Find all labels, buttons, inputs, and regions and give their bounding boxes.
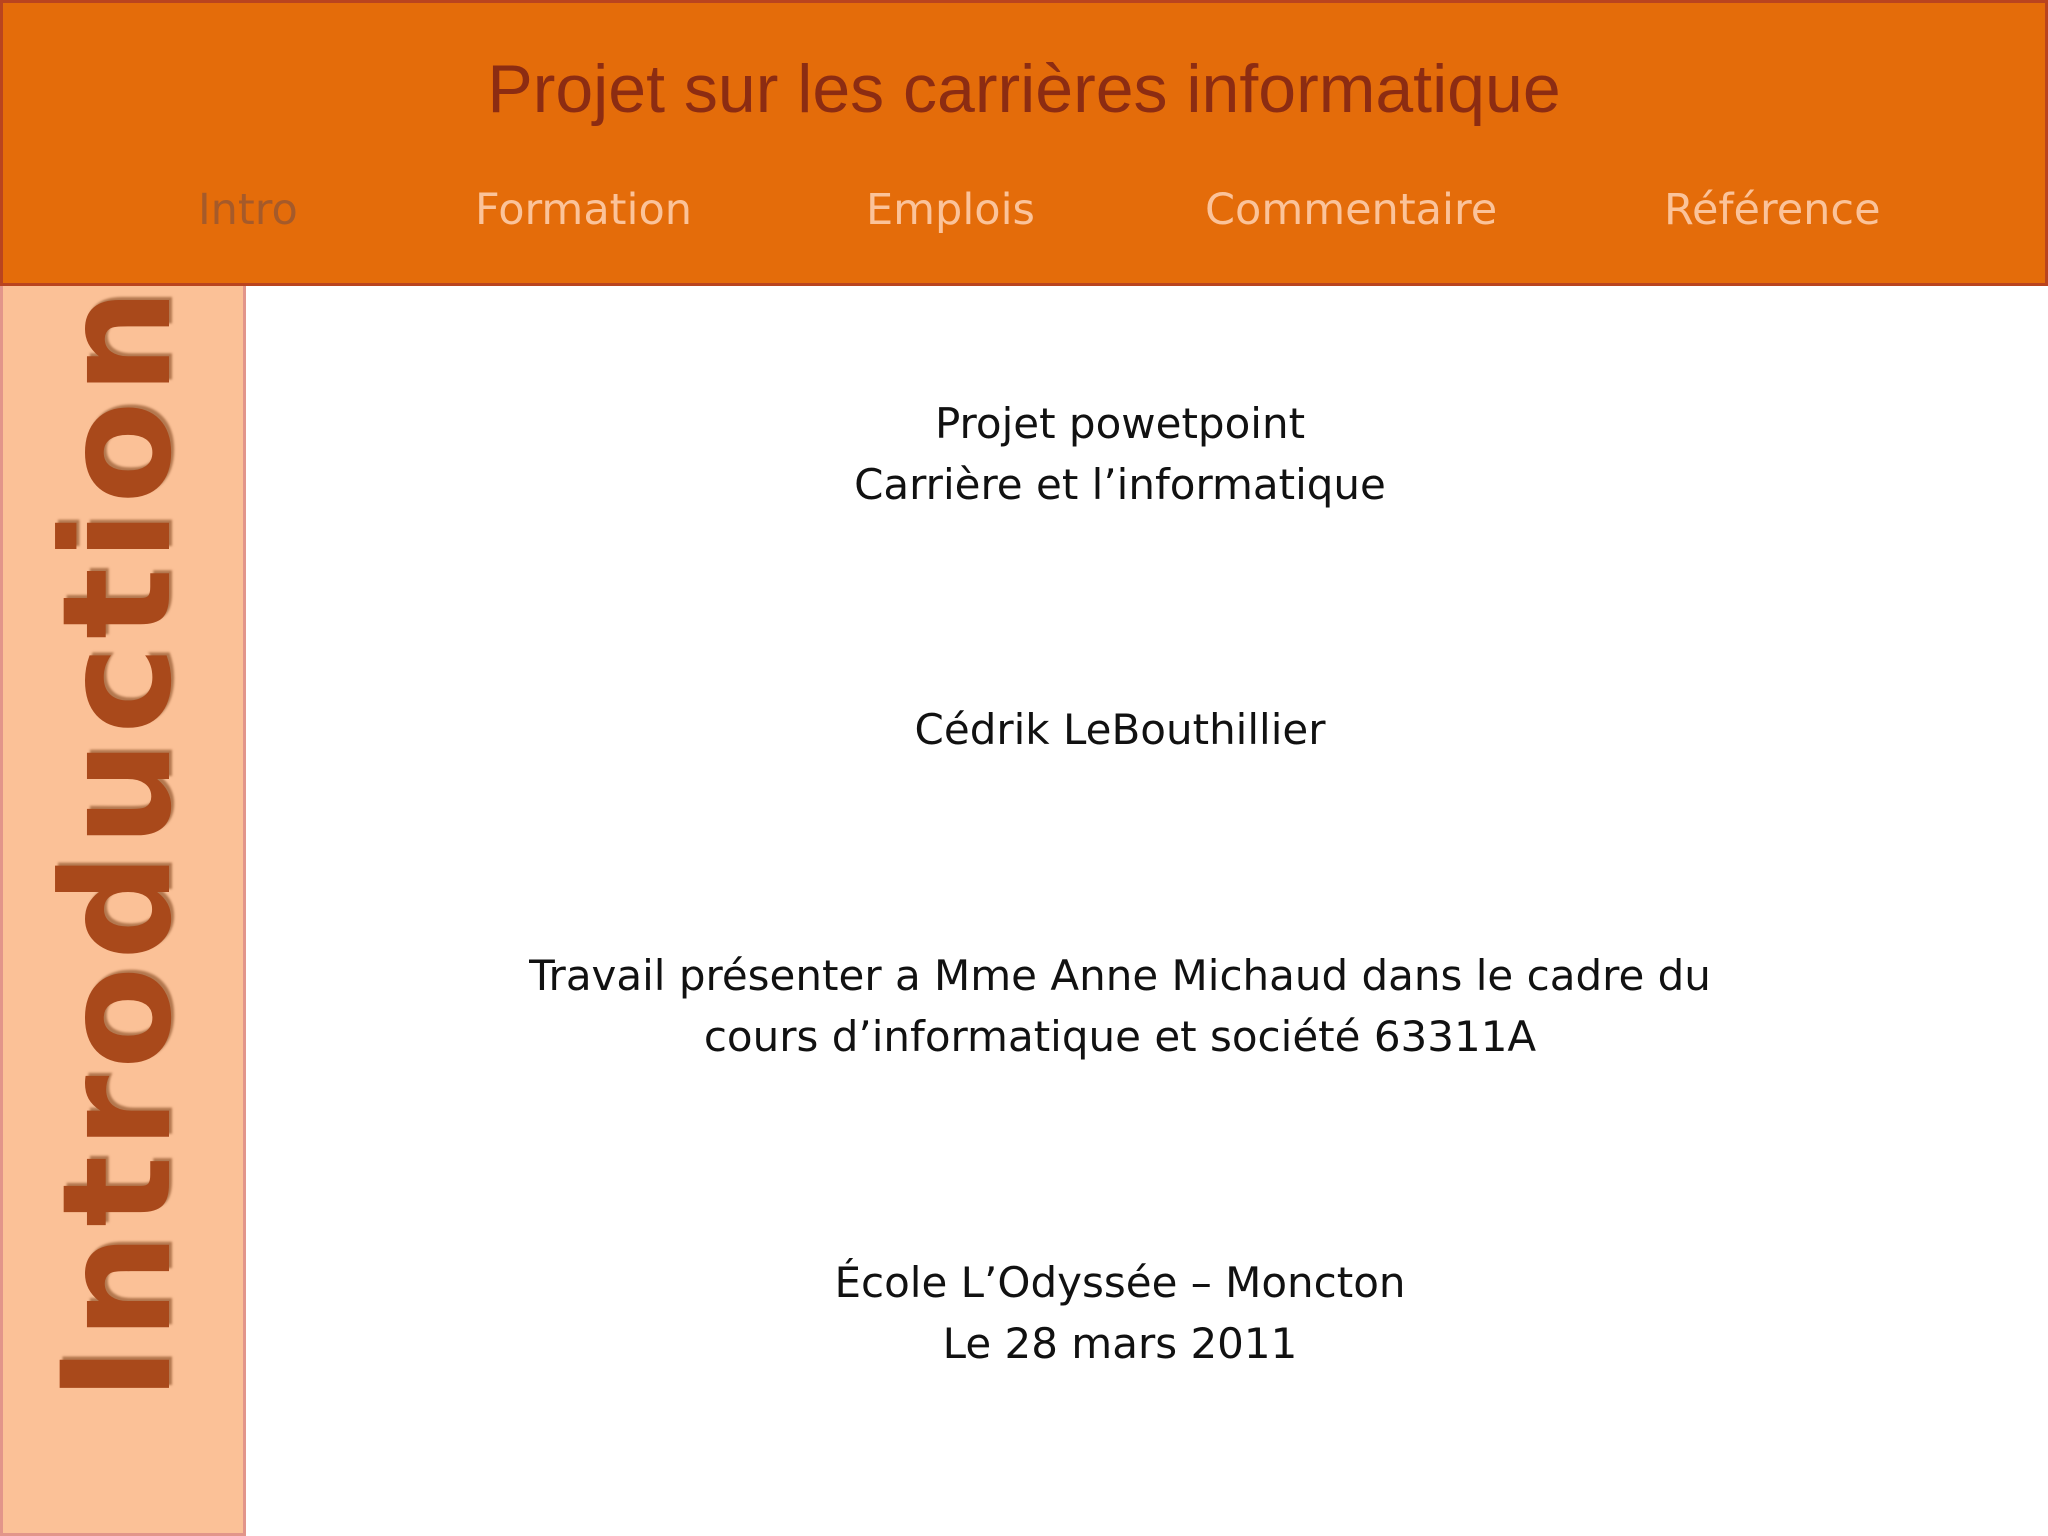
project-info (250, 393, 1990, 515)
project-subject-text: Carrière et l’informatique (854, 460, 1386, 509)
author-info (250, 699, 1990, 760)
nav-link-commentaire[interactable]: Commentaire (1205, 185, 1498, 235)
nav-link-emplois[interactable]: Emplois (866, 185, 1035, 235)
nav-link-intro[interactable]: Intro (198, 185, 298, 235)
course-line-1: Travail présenter a Mme Anne Michaud dans le cadre du (529, 951, 1711, 1000)
nav-link-formation[interactable]: Formation (475, 185, 693, 235)
nav-link-reference[interactable]: Référence (1664, 185, 1881, 235)
presentation-date: Le 28 mars 2011 (942, 1319, 1298, 1368)
project-type-text: Projet powetpoint (934, 399, 1306, 448)
author-name: Cédrik LeBouthillier (914, 705, 1326, 754)
course-line-2: cours d’informatique et société 63311A (703, 1012, 1537, 1061)
course-info (250, 945, 1990, 1067)
school-info (250, 1252, 1990, 1374)
slide-title: Projet sur les carrières informatique (487, 51, 1561, 127)
school-name: École L’Odyssée – Moncton (834, 1258, 1406, 1307)
section-label: Introduction (31, 282, 205, 1402)
header-bar (0, 0, 2048, 286)
